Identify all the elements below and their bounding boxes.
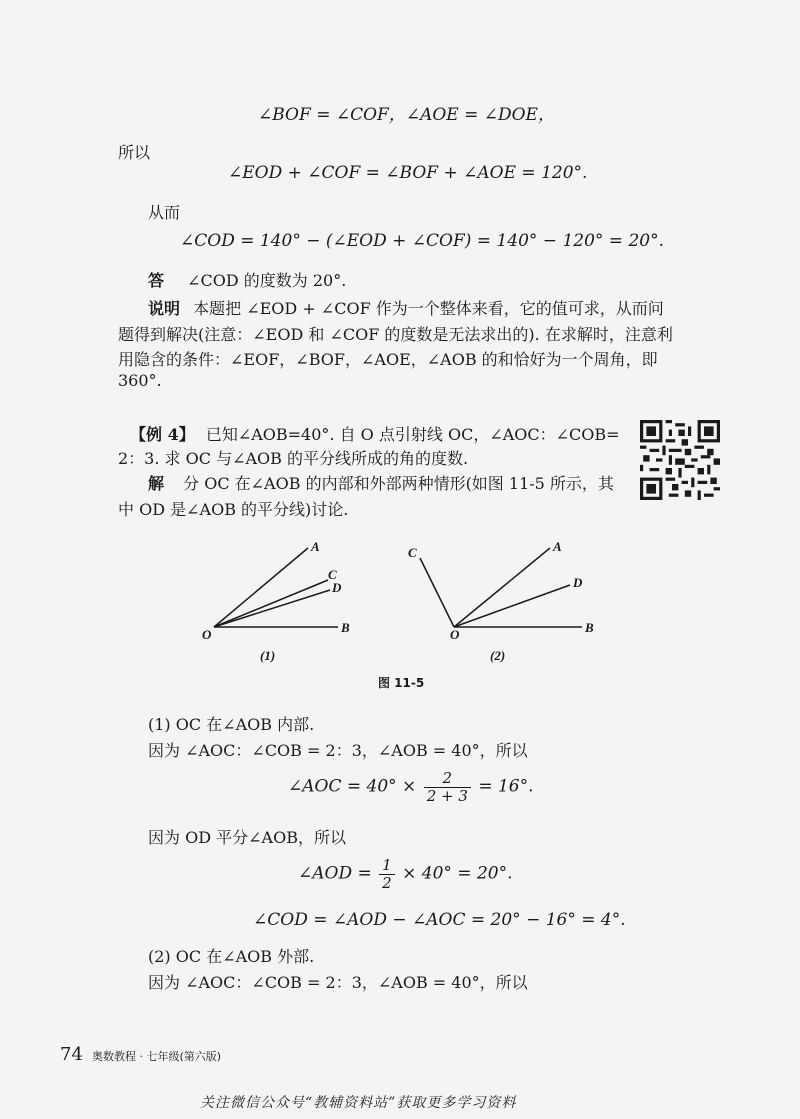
fig2-label-a: A: [553, 539, 562, 554]
equation-bof-cof: ∠BOF = ∠COF，∠AOE = ∠DOE，: [258, 105, 555, 125]
fig2-label-c: C: [408, 545, 417, 560]
eq2-left: ∠AOD =: [298, 863, 372, 884]
case1-od: 因为 OD 平分∠AOB，所以: [148, 828, 346, 847]
fig1-label-a: A: [311, 539, 320, 554]
fig1-label-o: O: [202, 627, 212, 642]
solution-label: 解: [148, 474, 165, 493]
example-label: 【例 4】: [130, 425, 195, 444]
text-suoyi: 所以: [118, 143, 151, 162]
equation-aoc: [288, 770, 534, 804]
note-text-1: 本题把 ∠EOD + ∠COF 作为一个整体来看，它的值可求，从而问: [193, 299, 664, 318]
eq1-numerator: 2: [424, 770, 471, 788]
equation-cod-case1: ∠COD = ∠AOD − ∠AOC = 20° − 16° = 4°.: [253, 910, 626, 930]
answer-label: 答: [148, 271, 165, 290]
fig2-ray-oc: [420, 558, 454, 627]
figure-caption: 图 11-5: [378, 676, 425, 690]
footer: [60, 1044, 221, 1065]
case2-because: 因为 ∠AOC：∠COB = 2：3，∠AOB = 40°，所以: [148, 973, 528, 992]
answer-text: ∠COD 的度数为 20°.: [187, 271, 347, 290]
eq2-denominator: 2: [382, 873, 392, 892]
book-title: 奥数教程 · 七年级(第六版): [92, 1050, 222, 1063]
case1-because: 因为 ∠AOC：∠COB = 2：3，∠AOB = 40°，所以: [148, 741, 528, 760]
fig2-sub-caption: (2): [490, 648, 506, 663]
equation-aod: [298, 857, 512, 891]
solution-text-1: 分 OC 在∠AOB 的内部和外部两种情形(如图 11-5 所示，其: [183, 474, 614, 493]
case1-title: (1) OC 在∠AOB 内部.: [148, 715, 315, 734]
fig1-ray-od: [214, 590, 330, 627]
case2-title: (2) OC 在∠AOB 外部.: [148, 947, 315, 966]
eq2-numerator: 1: [379, 857, 395, 875]
fig1-label-d: D: [332, 580, 342, 595]
watermark: 关注微信公众号“教辅资料站”获取更多学习资料: [200, 1095, 517, 1111]
eq1-denominator: 2 + 3: [426, 786, 468, 805]
qr-code: [640, 420, 720, 500]
fig2-ray-oa: [454, 548, 550, 627]
fig2-label-b: B: [585, 620, 594, 635]
fig1-label-b: B: [341, 620, 350, 635]
note-line-4: 360°.: [118, 371, 162, 390]
fig2-ray-od: [454, 585, 570, 627]
note-line-2: 题得到解决(注意：∠EOD 和 ∠COF 的度数是无法求出的). 在求解时，注意利: [118, 325, 673, 344]
figure-11-5: [180, 535, 620, 695]
answer-line: [148, 268, 346, 291]
example-line-2: 2：3. 求 OC 与∠AOB 的平分线所成的角的度数.: [118, 449, 469, 468]
note-line-3: 用隐含的条件：∠EOF，∠BOF，∠AOE，∠AOB 的和恰好为一个周角，即: [118, 350, 658, 369]
note-label: 说明: [148, 299, 181, 318]
text-congerr: 从而: [148, 203, 181, 222]
eq2-fraction: [379, 857, 395, 891]
note-line-1: [148, 296, 664, 319]
example-line-1: [130, 422, 620, 445]
page-number: 74: [60, 1044, 83, 1065]
eq2-right: × 40° = 20°.: [402, 863, 513, 884]
equation-cod: ∠COD = 140° − (∠EOD + ∠COF) = 140° − 120° = 20°.: [180, 231, 664, 251]
eq1-fraction: [424, 770, 471, 804]
eq1-right: = 16°.: [478, 776, 534, 797]
fig1-ray-oc: [214, 580, 328, 627]
equation-eod-cof: ∠EOD + ∠COF = ∠BOF + ∠AOE = 120°.: [228, 163, 588, 183]
eq1-left: ∠AOC = 40° ×: [288, 776, 417, 797]
fig1-sub-caption: (1): [260, 648, 276, 663]
fig2-label-o: O: [450, 627, 460, 642]
fig1-label-c: C: [328, 567, 337, 582]
solution-line-2: 中 OD 是∠AOB 的平分线)讨论.: [118, 500, 349, 519]
example-text-1: 已知∠AOB=40°. 自 O 点引射线 OC，∠AOC：∠COB=: [205, 425, 620, 444]
fig1-ray-oa: [214, 548, 308, 627]
fig2-label-d: D: [573, 575, 583, 590]
solution-line-1: [148, 471, 614, 494]
